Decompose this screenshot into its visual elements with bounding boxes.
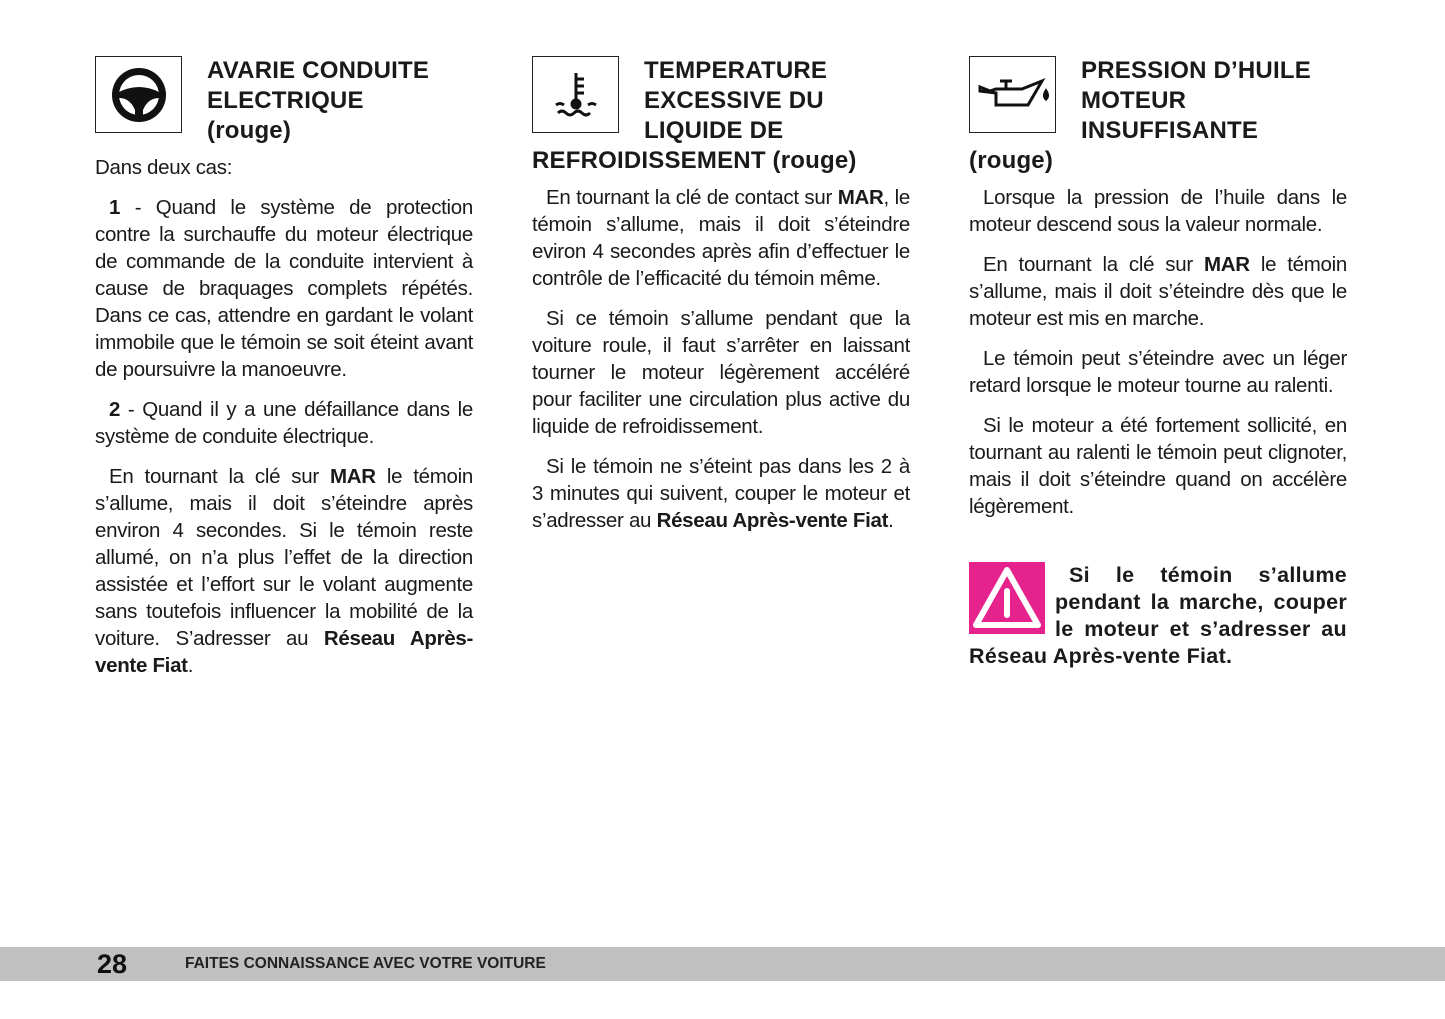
coolant-temperature-icon [532, 56, 619, 133]
heading-line: PRESSION D’HUILE [1081, 57, 1311, 84]
text: Si le moteur a été fortement sollicité, en tournant au ralenti le témoin peut clignoter, mais il doit s’éteindre quand on accélère légèrement. [969, 414, 1347, 518]
warning-text: Si le témoin s’allume pendant la marche, couper le moteur et s’adresser au Réseau Après-vente Fiat. [969, 563, 1347, 668]
bold-text: 2 [109, 398, 121, 421]
paragraph [95, 194, 473, 383]
oil-can-icon [969, 56, 1056, 133]
paragraph [969, 412, 1347, 520]
text: Si ce témoin s’allume pendant que la voiture roule, il faut s’arrêter en laissant tourner le moteur légèrement accéléré pour faciliter une circulation plus active du liquide de refroidissement. [532, 307, 910, 438]
paragraph [969, 184, 1347, 238]
paragraph [532, 184, 910, 292]
warning-triangle-icon [969, 562, 1045, 634]
text: En tournant la clé de contact sur [546, 186, 838, 209]
text: Le témoin peut s’éteindre avec un léger retard lorsque le moteur tourne au ralenti. [969, 347, 1347, 397]
text: , le témoin s’allume, mais il doit s’éteindre eviron 4 secondes après afin d’effectuer le contrôle de l’efficacité du témoin même. [532, 186, 910, 290]
heading-line: AVARIE CONDUITE [207, 57, 430, 84]
section-body [532, 184, 910, 534]
text: Lorsque la pression de l’huile dans le moteur descend sous la valeur normale. [969, 186, 1347, 236]
paragraph [969, 251, 1347, 332]
bold-text: MAR [1203, 253, 1250, 276]
heading-line: INSUFFISANTE [1081, 117, 1259, 144]
heading-line: (rouge) [969, 147, 1054, 174]
section-power-steering-failure [95, 56, 473, 692]
section-oil-pressure [969, 56, 1347, 670]
section-body [95, 154, 473, 679]
warning-box [969, 562, 1347, 670]
text: . [187, 654, 194, 677]
heading-line: MOTEUR [1081, 87, 1187, 114]
text: Si le témoin ne s’éteint pas dans les 2 à 3 minutes qui suivent, couper le moteur et s’adresser au [532, 455, 910, 532]
heading-line: LIQUIDE DE [644, 117, 784, 144]
bold-text: MAR [837, 186, 884, 209]
paragraph [95, 463, 473, 679]
paragraph [532, 305, 910, 440]
text: - Quand le système de protection contre la surchauffe du moteur électrique de commande de la conduite intervient à cause de braquages complets répétés. Dans ce cas, attendre en gardant le volant immobile que le témoin se soit éteint avant de poursuivre la manoeuvre. [95, 196, 473, 381]
paragraph [532, 453, 910, 534]
text: . [888, 509, 894, 532]
bold-text: MAR [329, 465, 376, 488]
text: En tournant la clé sur [983, 253, 1204, 276]
text: le témoin s’allume, mais il doit s’éteindre dès que le moteur est mis en marche. [969, 253, 1347, 330]
page-footer [0, 947, 1445, 981]
chapter-title: FAITES CONNAISSANCE AVEC VOTRE VOITURE [185, 955, 546, 972]
text: le témoin s’allume, mais il doit s’éteindre après environ 4 secondes. Si le témoin reste allumé, on n’a plus l’effet de la direction assistée et l’effort sur le volant augmente sans toutefois influencer la mobilité de la voiture. S’adresser au [95, 465, 473, 650]
bold-text: 1 [109, 196, 121, 219]
section-coolant-temperature [532, 56, 910, 547]
paragraph [95, 396, 473, 450]
heading-line: ELECTRIQUE [207, 87, 364, 114]
text: En tournant la clé sur [109, 465, 330, 488]
paragraph [95, 154, 473, 181]
bold-text: Réseau Après-vente Fiat [656, 509, 889, 532]
text: - Quand il y a une défaillance dans le système de conduite électrique. [95, 398, 473, 448]
paragraph [969, 345, 1347, 399]
section-body [969, 184, 1347, 520]
heading-line: TEMPERATURE [644, 57, 828, 84]
heading-line: EXCESSIVE DU [644, 87, 824, 114]
page-number: 28 [97, 949, 128, 979]
steering-wheel-icon [95, 56, 182, 133]
text: Dans deux cas: [95, 156, 233, 179]
heading-line: (rouge) [207, 117, 292, 144]
heading-line: REFROIDISSEMENT (rouge) [532, 147, 857, 174]
bold-text: Réseau Après-vente Fiat [95, 627, 473, 677]
